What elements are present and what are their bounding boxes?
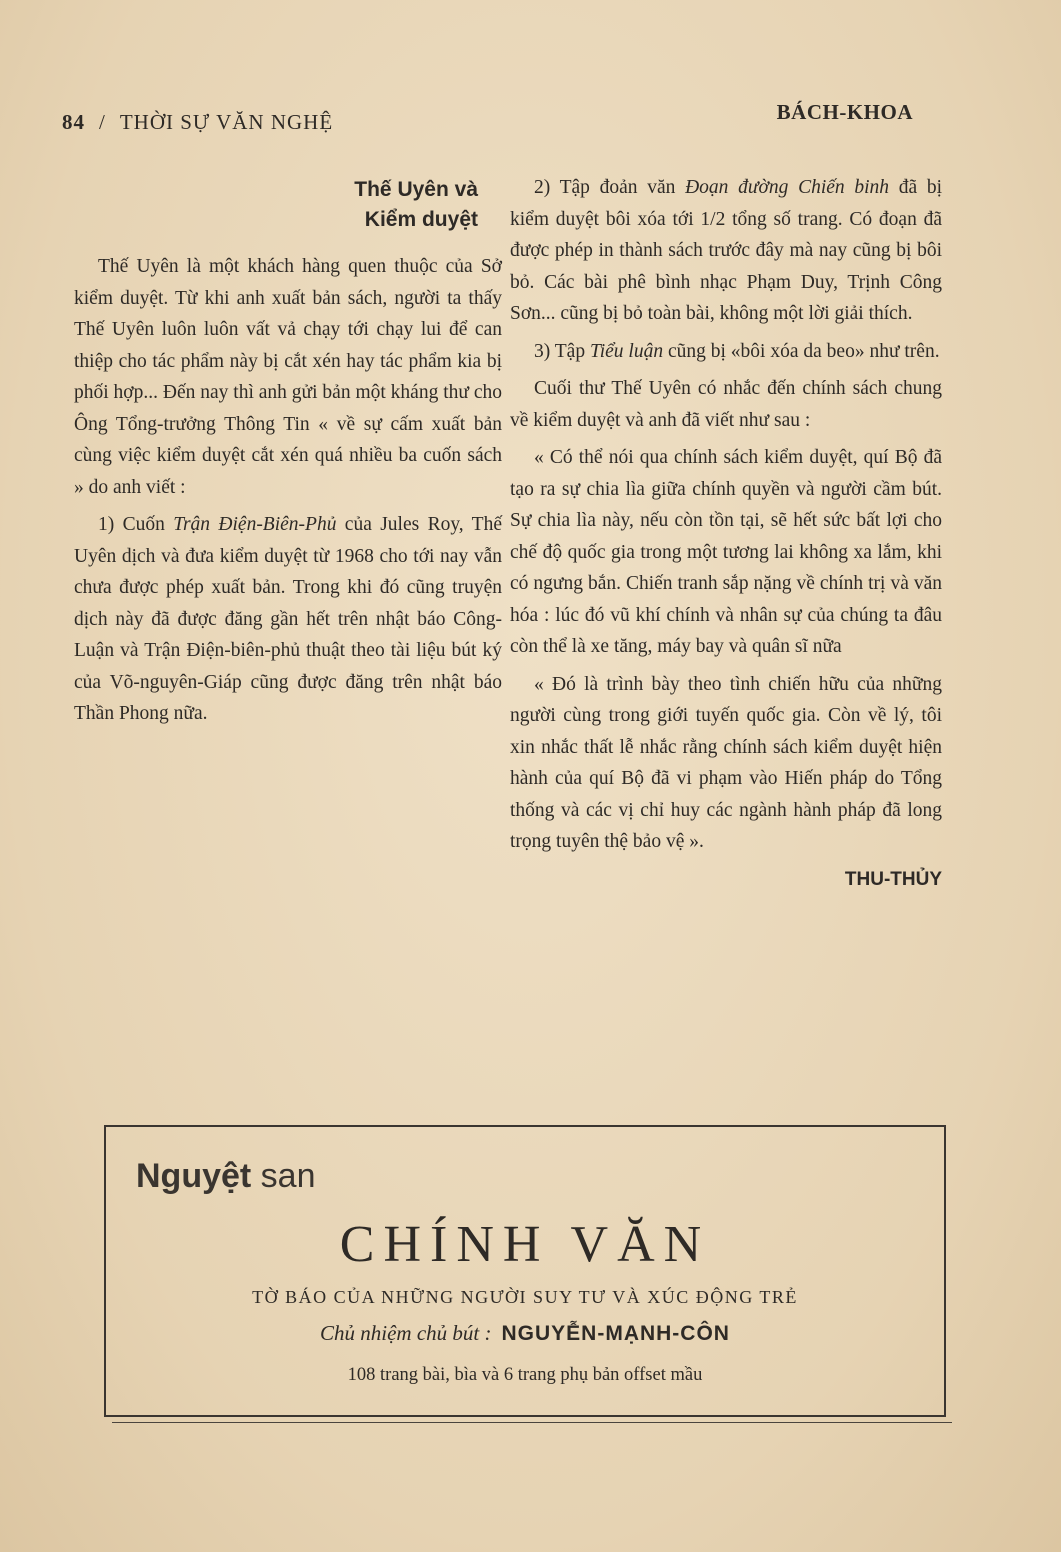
article-title-line-1: Thế Uyên và bbox=[354, 178, 478, 201]
paragraph: Cuối thư Thế Uyên có nhắc đến chính sách chung về kiểm duyệt và anh đã viết như sau : bbox=[510, 378, 942, 431]
paragraph: 1) Cuốn Trận Điện-Biên-Phủ của Jules Roy, Thế Uyên dịch và đưa kiểm duyệt từ 1968 cho tới nay vẫn chưa được phép xuất bản. Trong khi đó cũng truyện dịch này đã được đăng gần hết trên nhật báo Công-Luận và Trận Điện-biên-phủ thuật theo tài liệu bút ký của Võ-nguyên-Giáp cũng được đăng trên nhật báo Thần Phong nữa. bbox=[74, 514, 502, 724]
article-title-line-2: Kiểm duyệt bbox=[364, 208, 478, 231]
paragraph: 3) Tập Tiểu luận cũng bị «bôi xóa da beo» như trên. bbox=[534, 340, 940, 362]
author-signature: THU-THỦY bbox=[844, 868, 942, 890]
section-name: THỜI SỰ VĂN NGHỆ bbox=[119, 110, 334, 134]
ad-editor-name: NGUYỄN-MẠNH-CÔN bbox=[501, 1322, 730, 1345]
ad-editor-label: Chủ nhiệm chủ bút : bbox=[320, 1321, 492, 1345]
running-header bbox=[62, 110, 333, 135]
advertisement-box bbox=[104, 1125, 946, 1417]
magazine-name: BÁCH-KHOA bbox=[776, 100, 913, 124]
article-title bbox=[74, 175, 478, 235]
paragraph: 2) Tập đoản văn Đoạn đường Chiến binh đã bị kiểm duyệt bôi xóa tới 1/2 tổng số trang. Có đoạn đã được phép in thành sách trước đây mà nay cũng bị bôi bỏ. Các bài phê bình nhạc Phạm Duy, Trịnh Công Sơn... cũng bị bỏ toàn bài, không một lời giải thích. bbox=[510, 177, 942, 324]
quote-paragraph: « Có thể nói qua chính sách kiểm duyệt, quí Bộ đã tạo ra sự chia lìa giữa chính quyền và người cầm bút. Sự chia lìa này, nếu còn tồn tại, sẽ hết sức bất lợi cho chế độ quốc gia trong một tương lai không xa lắm, khi có ngưng bắn. Chiến tranh sắp nặng về chính trị và văn hóa : lúc đó vũ khí chính và nhân sự của chúng ta đâu còn thể là xe tăng, máy bay và quân sĩ nữa bbox=[510, 447, 942, 657]
article-column-right bbox=[510, 172, 942, 895]
ad-publication-type: Nguyệt san bbox=[136, 1157, 316, 1195]
divider bbox=[112, 1422, 952, 1423]
book-title: Tiểu luận bbox=[589, 340, 664, 362]
header-separator: / bbox=[99, 110, 106, 134]
book-title: Trận Điện-Biên-Phủ bbox=[173, 514, 337, 535]
ad-pages-info: 108 trang bài, bìa và 6 trang phụ bản offset mầu bbox=[347, 1365, 703, 1385]
paragraph: Thế Uyên là một khách hàng quen thuộc của Sở kiểm duyệt. Từ khi anh xuất bản sách, người ta thấy Thế Uyên luôn luôn vất vả chạy tới chạy lui để can thiệp cho tác phẩm này bị cắt xén hay tác phẩm kia bị phối hợp... Đến nay thì anh gửi bản một kháng thư cho Ông Tổng-trưởng Thông Tin « về sự cấm xuất bản cùng việc kiểm duyệt cắt xén quá nhiều ba cuốn sách » do anh viết : bbox=[74, 256, 502, 498]
ad-tagline: TỜ BÁO CỦA NHỮNG NGƯỜI SUY TƯ VÀ XÚC ĐỘNG TRẺ bbox=[252, 1287, 798, 1307]
quote-paragraph: « Đó là trình bày theo tình chiến hữu của những người cùng trong giới tuyến quốc gia. Còn về lý, tôi xin nhắc thất lễ nhắc rằng chính sách kiểm duyệt hiện hành của quí Bộ đã vi phạm vào Hiến pháp do Tổng thống và các vị chỉ huy các ngành hành pháp đã long trọng tuyên thệ bảo vệ ». bbox=[510, 673, 942, 852]
article-column-left bbox=[74, 175, 502, 736]
ad-editor-line bbox=[106, 1321, 944, 1346]
book-title: Đoạn đường Chiến binh bbox=[685, 177, 890, 198]
ad-masthead: CHÍNH VĂN bbox=[339, 1216, 711, 1273]
page-number: 84 bbox=[62, 110, 85, 134]
